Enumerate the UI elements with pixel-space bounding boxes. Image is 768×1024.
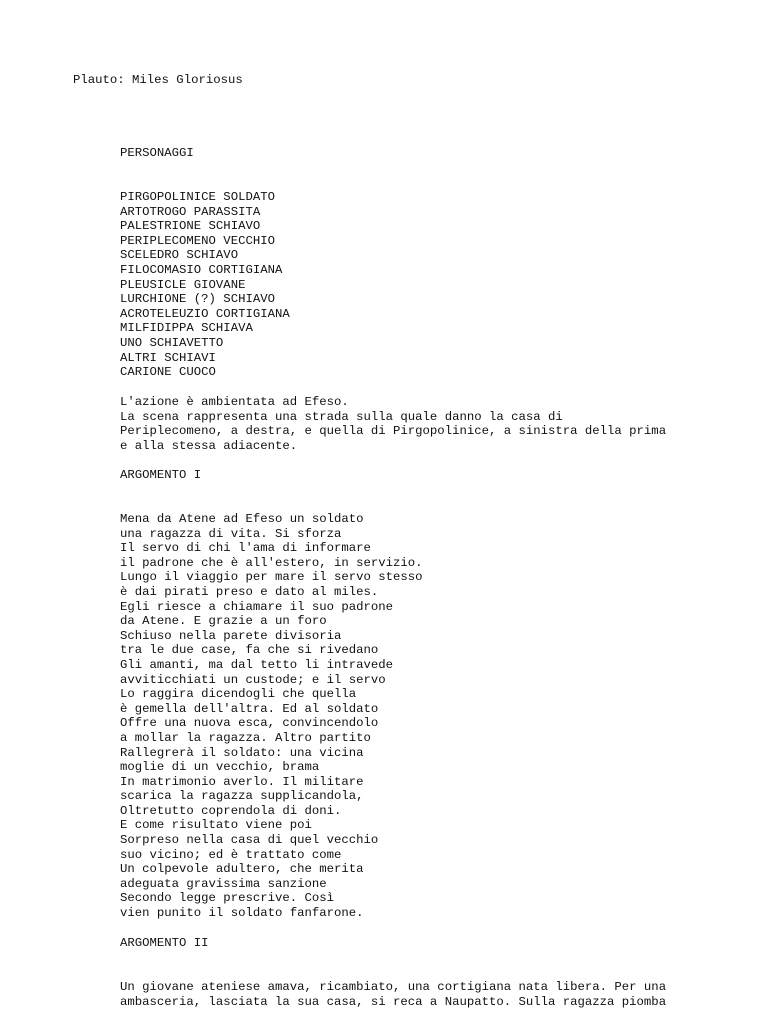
verse-line: Gli amanti, ma dal tetto li intravede xyxy=(120,657,394,672)
prose-line: Un giovane ateniese amava, ricambiato, una cortigiana nata libera. Per una xyxy=(120,980,667,994)
verse-line: Lo raggira dicendogli che quella xyxy=(120,687,357,702)
verse-line: il padrone che è all'estero, in servizio. xyxy=(120,555,423,570)
verse-line: Il servo di chi l'ama di informare xyxy=(120,541,371,556)
verse-line: Un colpevole adultero, che merita xyxy=(120,862,364,877)
setting-line: e alla stessa adiacente. xyxy=(120,438,298,453)
character-item: LURCHIONE (?) SCHIAVO xyxy=(120,292,275,307)
character-item: PERIPLECOMENO VECCHIO xyxy=(120,233,275,248)
setting-line: Periplecomeno, a destra, e quella di Pirgopolinice, a sinistra della prima xyxy=(120,424,667,439)
character-item: UNO SCHIAVETTO xyxy=(120,335,224,350)
character-item: PIRGOPOLINICE SOLDATO xyxy=(120,190,275,204)
verse-line: In matrimonio averlo. Il militare xyxy=(120,774,364,789)
verse-line: Sorpreso nella casa di quel vecchio xyxy=(120,833,379,848)
character-item: FILOCOMASIO CORTIGIANA xyxy=(120,262,283,277)
verse-line: a mollar la ragazza. Altro partito xyxy=(120,730,371,745)
verse-line: vien punito il soldato fanfarone. xyxy=(120,906,364,921)
verse-line: avviticchiati un custode; e il servo xyxy=(120,672,386,687)
character-item: SCELEDRO SCHIAVO xyxy=(120,248,239,263)
verse-line: tra le due case, fa che si rivedano xyxy=(120,643,379,658)
character-item: PLEUSICLE GIOVANE xyxy=(120,277,246,292)
verse-line: Oltretutto coprendola di doni. xyxy=(120,803,342,818)
verse-line: Offre una nuova esca, convincendolo xyxy=(120,716,379,731)
character-item: ACROTELEUZIO CORTIGIANA xyxy=(120,306,290,321)
verse-line: scarica la ragazza supplicandola, xyxy=(120,789,364,804)
verse-line: Mena da Atene ad Efeso un soldato xyxy=(120,512,364,526)
verse-line: Rallegrerà il soldato: una vicina xyxy=(120,745,364,760)
character-item: MILFIDIPPA SCHIAVA xyxy=(120,321,253,336)
verse-line: E come risultato viene poi xyxy=(120,818,312,833)
argomento-2-heading: ARGOMENTO II xyxy=(120,936,209,950)
character-item: ARTOTROGO PARASSITA xyxy=(120,204,261,219)
setting-line: La scena rappresenta una strada sulla quale danno la casa di xyxy=(120,409,563,424)
verse-line: adeguata gravissima sanzione xyxy=(120,876,327,891)
verse-line: Secondo legge prescrive. Così xyxy=(120,891,335,906)
character-item: ALTRI SCHIAVI xyxy=(120,350,216,365)
document-title: Plauto: Miles Gloriosus xyxy=(73,73,243,87)
argomento-1-verse xyxy=(120,512,423,921)
personaggi-heading: PERSONAGGI xyxy=(120,146,194,160)
verse-line: è dai pirati preso e dato al miles. xyxy=(120,584,379,599)
character-item: PALESTRIONE SCHIAVO xyxy=(120,219,261,234)
verse-line: Egli riesce a chiamare il suo padrone xyxy=(120,599,394,614)
verse-line: Lungo il viaggio per mare il servo stesso xyxy=(120,570,423,585)
character-list xyxy=(120,190,290,380)
character-item: CARIONE CUOCO xyxy=(120,365,216,380)
setting-paragraph xyxy=(120,395,666,453)
verse-line: Schiuso nella parete divisoria xyxy=(120,628,342,643)
prose-line: ambasceria, lasciata la sua casa, si reca a Naupatto. Sulla ragazza piomba xyxy=(120,994,667,1009)
argomento-2-paragraph xyxy=(120,980,666,1009)
setting-line: L'azione è ambientata ad Efeso. xyxy=(120,395,349,409)
verse-line: è gemella dell'altra. Ed al soldato xyxy=(120,701,379,716)
argomento-1-heading: ARGOMENTO I xyxy=(120,468,202,482)
verse-line: da Atene. E grazie a un foro xyxy=(120,614,327,629)
verse-line: una ragazza di vita. Si sforza xyxy=(120,526,342,541)
verse-line: suo vicino; ed è trattato come xyxy=(120,847,342,862)
verse-line: moglie di un vecchio, brama xyxy=(120,760,320,775)
